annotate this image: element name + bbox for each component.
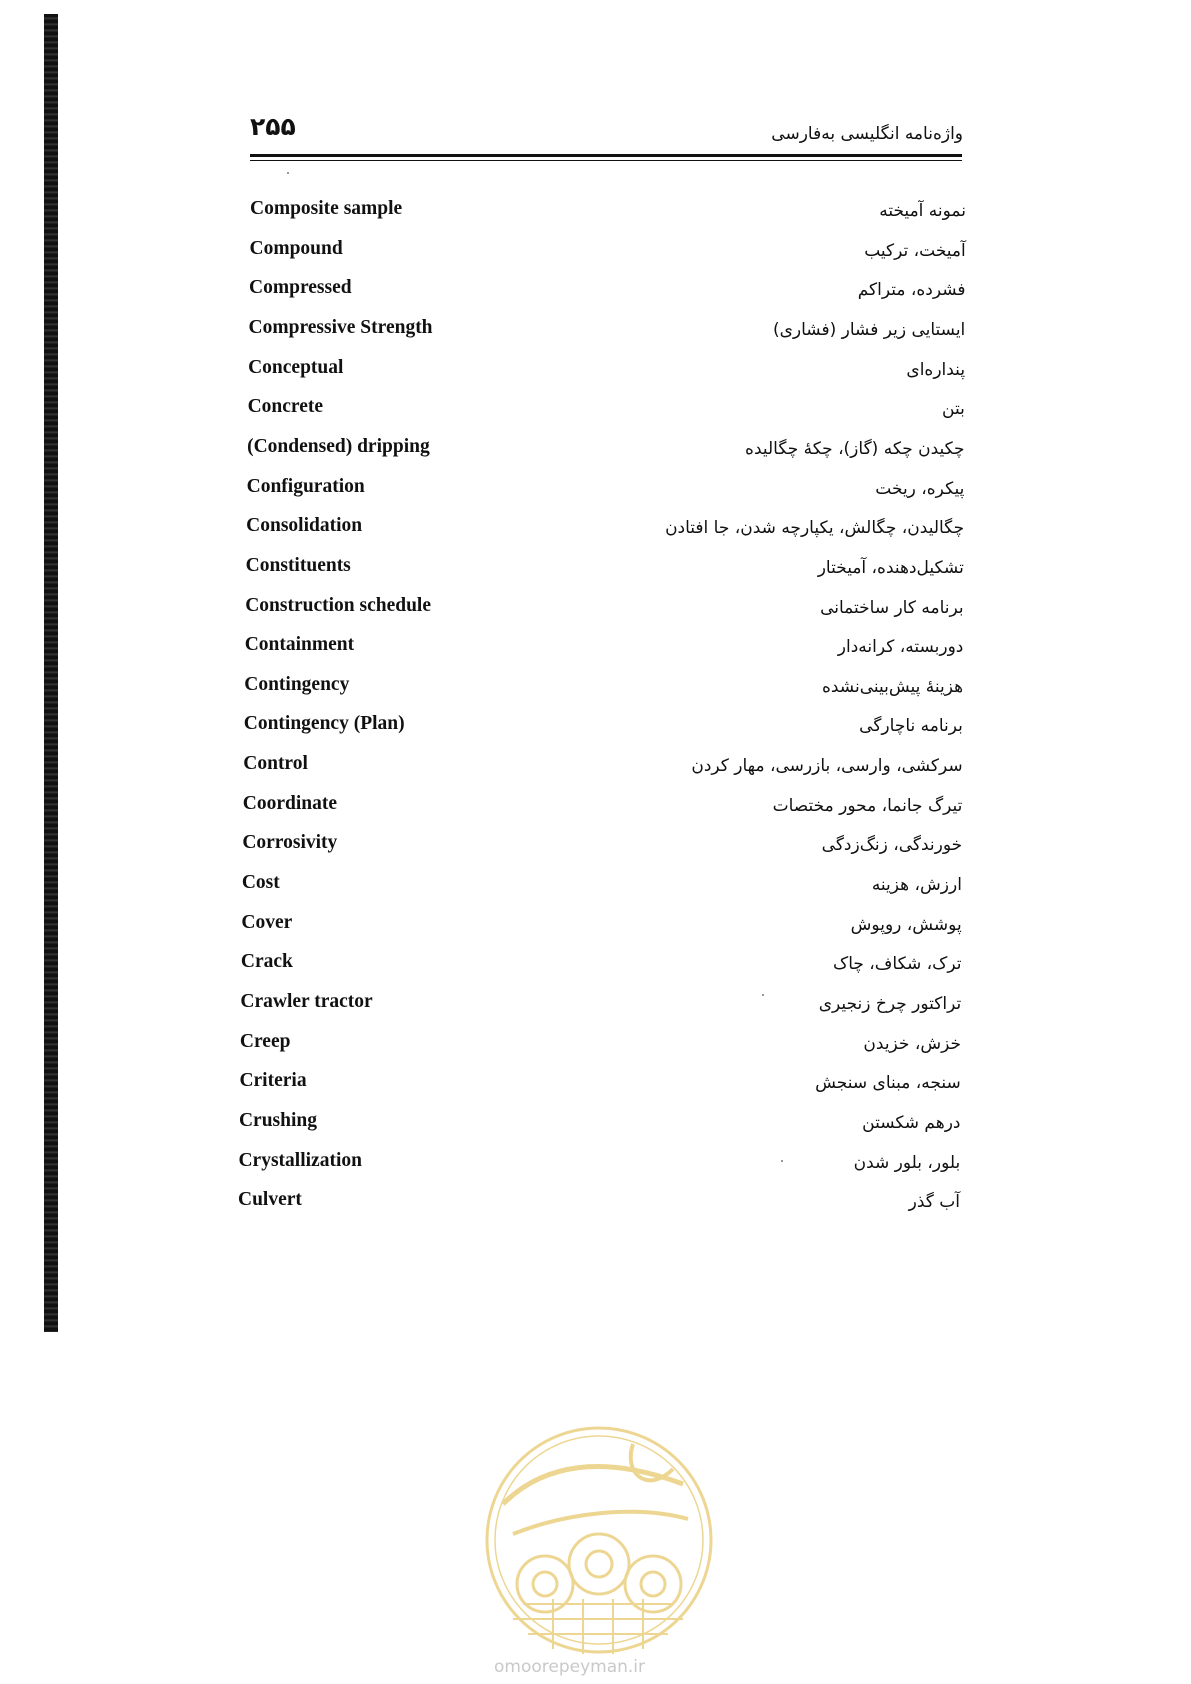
english-term: Crystallization	[238, 1149, 362, 1171]
glossary-entry	[0, 713, 1191, 749]
persian-equivalent: خزش، خزیدن	[863, 1033, 961, 1054]
persian-equivalent: تیرگ جانما، محور مختصات	[772, 795, 963, 816]
persian-equivalent: سنجه، مبنای سنجش	[815, 1073, 961, 1094]
glossary-entry	[0, 515, 1191, 551]
persian-equivalent: آمیخت، ترکیب	[864, 240, 966, 261]
watermark-url: omoorepeyman.ir	[494, 1657, 646, 1677]
persian-equivalent: بلور، بلور شدن	[853, 1152, 961, 1173]
english-term: Compound	[249, 237, 343, 259]
english-term: Compressed	[249, 277, 352, 299]
persian-equivalent: ایستایی زیر فشار (فشاری)	[772, 319, 966, 340]
persian-equivalent: تراکتور چرخ زنجیری	[818, 994, 962, 1014]
glossary-entry	[0, 1070, 1191, 1106]
persian-equivalent: بتن	[942, 399, 965, 420]
glossary-entry	[0, 317, 1191, 353]
english-term: Contingency (Plan)	[243, 713, 405, 735]
glossary-entry	[0, 912, 1191, 948]
english-term: Control	[243, 753, 308, 775]
english-term: Construction schedule	[245, 594, 431, 616]
english-term: Containment	[244, 634, 355, 656]
persian-equivalent: فشرده، متراکم	[857, 280, 966, 301]
persian-equivalent: درهم شکستن	[862, 1112, 961, 1133]
english-term: Corrosivity	[242, 832, 338, 854]
glossary-entry	[0, 872, 1191, 908]
english-term: Criteria	[239, 1070, 307, 1092]
english-term: Composite sample	[250, 198, 403, 219]
english-term: Conceptual	[248, 356, 344, 378]
persian-equivalent: خورندگی، زنگ‌زدگی	[821, 835, 963, 856]
persian-equivalent: نمونه آمیخته	[879, 201, 966, 221]
glossary-entry	[0, 793, 1191, 829]
glossary-entry	[0, 277, 1191, 313]
glossary-entry	[0, 595, 1191, 631]
persian-equivalent: آب گذر	[908, 1192, 960, 1213]
english-term: Constituents	[245, 554, 351, 576]
persian-equivalent: برنامه کار ساختمانی	[820, 597, 964, 618]
glossary-entry	[0, 832, 1191, 868]
english-term: Consolidation	[246, 515, 363, 537]
glossary-entry	[0, 1189, 1191, 1225]
english-term: Configuration	[246, 475, 365, 497]
glossary-entry	[0, 1110, 1191, 1146]
persian-equivalent: چگالیدن، چگالش، یکپارچه شدن، جا افتادن	[665, 518, 965, 539]
english-term: Crawler tractor	[240, 991, 373, 1012]
glossary-entry	[0, 436, 1191, 472]
glossary-entry	[0, 555, 1191, 591]
persian-equivalent: سرکشی، وارسی، بازرسی، مهار کردن	[691, 756, 963, 777]
persian-equivalent: هزینهٔ پیش‌بینی‌نشده	[821, 676, 964, 697]
english-term: Concrete	[247, 396, 324, 418]
glossary-entry	[0, 674, 1191, 710]
english-term: Cost	[241, 872, 280, 894]
omoorepeyman-seal-icon	[483, 1424, 715, 1656]
english-term: Compressive Strength	[248, 316, 433, 338]
glossary-entry	[0, 991, 1191, 1027]
persian-equivalent: پوشش، روپوش	[850, 914, 962, 935]
english-term: Crushing	[238, 1109, 317, 1131]
english-term: Creep	[239, 1030, 291, 1052]
english-term: Crack	[240, 951, 293, 973]
persian-equivalent: ترک، شکاف، چاک	[833, 954, 962, 975]
english-term: Contingency	[244, 673, 350, 695]
persian-equivalent: پیکره، ریخت	[875, 478, 965, 499]
english-term: (Condensed) dripping	[247, 435, 430, 457]
glossary-entry	[0, 951, 1191, 987]
persian-equivalent: چکیدن چکه (گاز)، چکهٔ چگالیده	[745, 438, 965, 459]
page-number: ۲۵۵	[250, 112, 296, 141]
persian-equivalent: تشکیل‌دهنده، آمیختار	[817, 557, 964, 578]
glossary-entry	[0, 238, 1191, 274]
english-term: Coordinate	[242, 792, 338, 814]
glossary-entry	[0, 753, 1191, 789]
persian-equivalent: پنداره‌ای	[906, 359, 966, 380]
glossary-entry	[0, 476, 1191, 512]
glossary-entry	[0, 634, 1191, 670]
running-head: واژه‌نامه انگلیسی به‌فارسی	[771, 124, 963, 144]
english-term: Culvert	[238, 1189, 302, 1211]
glossary-entry	[0, 1031, 1191, 1067]
english-term: Cover	[241, 911, 293, 933]
glossary-entry	[0, 198, 1191, 234]
glossary-entry	[0, 396, 1191, 432]
glossary-entry	[0, 357, 1191, 393]
persian-equivalent: ارزش، هزینه	[871, 875, 962, 896]
persian-equivalent: دوربسته، کرانه‌دار	[837, 637, 964, 658]
persian-equivalent: برنامه ناچارگی	[859, 716, 963, 737]
glossary-entry	[0, 1150, 1191, 1186]
